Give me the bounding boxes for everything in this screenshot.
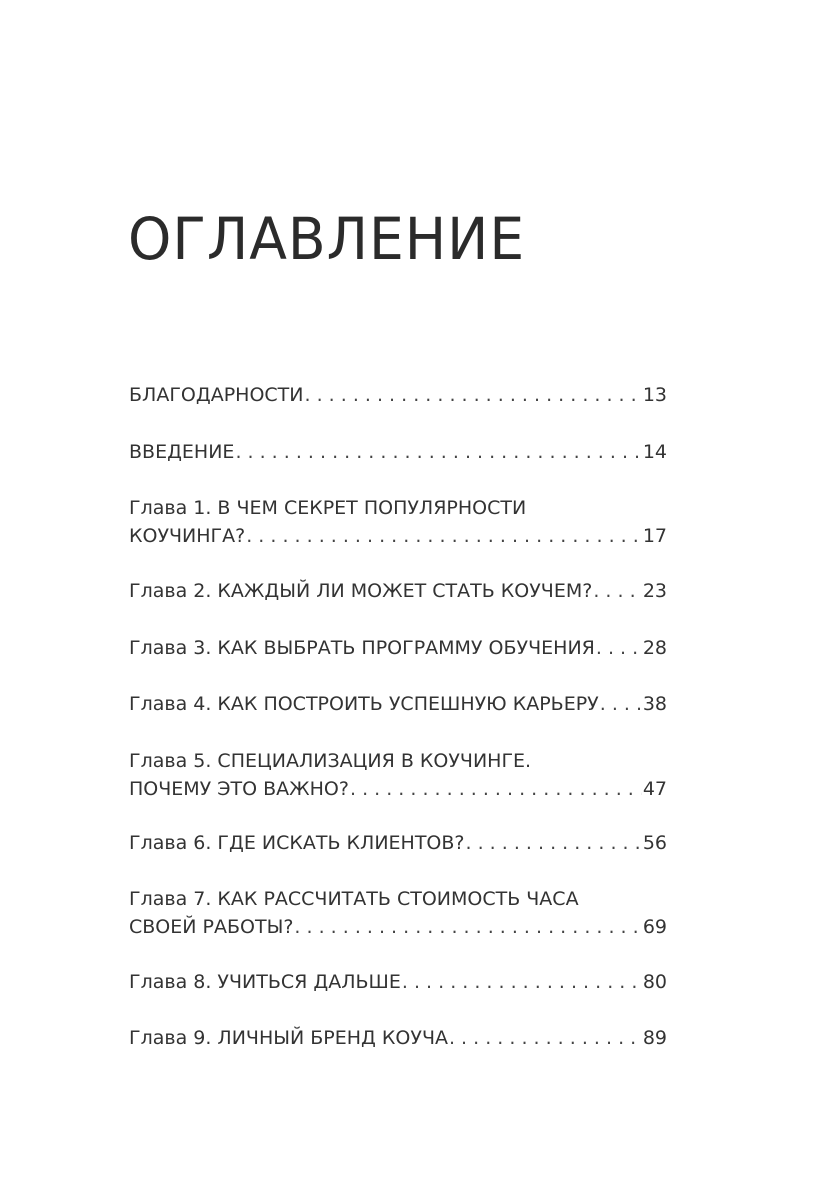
toc-entry-title: БЛАГОДАРНОСТИ [129,384,304,406]
toc-entry-chapter-9[interactable] [129,1024,667,1052]
toc-entry-title: Глава 2. КАЖДЫЙ ЛИ МОЖЕТ СТАТЬ КОУЧЕМ? [129,580,593,602]
toc-entry-chapter-5[interactable] [129,747,667,803]
dot-leader [600,690,642,718]
toc-page-number: 47 [642,778,667,800]
dot-leader [593,577,641,605]
toc-entry-title-line1: Глава 7. КАК РАССЧИТАТЬ СТОИМОСТЬ ЧАСА [129,888,579,910]
toc-entry-title: Глава 6. ГДЕ ИСКАТЬ КЛИЕНТОВ? [129,832,465,854]
dot-leader [449,1024,642,1052]
toc-page-number: 80 [642,971,667,993]
toc-entry-title: Глава 4. КАК ПОСТРОИТЬ УСПЕШНУЮ КАРЬЕРУ [129,693,599,715]
toc-entry-chapter-1[interactable] [129,494,667,550]
dot-leader [596,634,642,662]
toc-entry-title: СВОЕЙ РАБОТЫ? [129,916,294,938]
toc-page-number: 17 [642,525,667,547]
toc-entry-title: ВВЕДЕНИЕ [129,441,235,463]
toc-entry-title-line1: Глава 1. В ЧЕМ СЕКРЕТ ПОПУЛЯРНОСТИ [129,497,527,519]
toc-entry-title: Глава 3. КАК ВЫБРАТЬ ПРОГРАММУ ОБУЧЕНИЯ [129,637,595,659]
toc-page-number: 69 [642,916,667,938]
page-title: ОГЛАВЛЕНИЕ [128,204,526,273]
toc-page-number: 14 [642,441,667,463]
toc-entry-title: КОУЧИНГА? [129,525,246,547]
toc-page-number: 38 [642,693,667,715]
dot-leader [402,968,642,996]
toc-entry-title: ПОЧЕМУ ЭТО ВАЖНО? [129,778,349,800]
dot-leader [294,913,641,941]
toc-page-number: 56 [642,832,667,854]
toc-page-number: 89 [642,1027,667,1049]
toc-entry-introduction[interactable] [129,438,667,466]
toc-entry-title-line1: Глава 5. СПЕЦИАЛИЗАЦИЯ В КОУЧИНГЕ. [129,750,532,772]
toc-entry-acknowledgements[interactable] [129,381,667,409]
dot-leader [235,438,641,466]
toc-entry-chapter-8[interactable] [129,968,667,996]
toc-entry-chapter-4[interactable] [129,690,667,718]
toc-entry-chapter-7[interactable] [129,885,667,941]
toc-page-number: 23 [642,580,667,602]
toc-entry-title: Глава 8. УЧИТЬСЯ ДАЛЬШЕ [129,971,401,993]
dot-leader [350,775,642,803]
toc-entry-chapter-2[interactable] [129,577,667,605]
dot-leader [246,522,642,550]
toc-page-number: 28 [642,637,667,659]
dot-leader [305,381,642,409]
dot-leader [466,829,642,857]
toc-page-number: 13 [642,384,667,406]
toc-entry-chapter-6[interactable] [129,829,667,857]
toc-entry-title: Глава 9. ЛИЧНЫЙ БРЕНД КОУЧА [129,1027,448,1049]
toc-entry-chapter-3[interactable] [129,634,667,662]
